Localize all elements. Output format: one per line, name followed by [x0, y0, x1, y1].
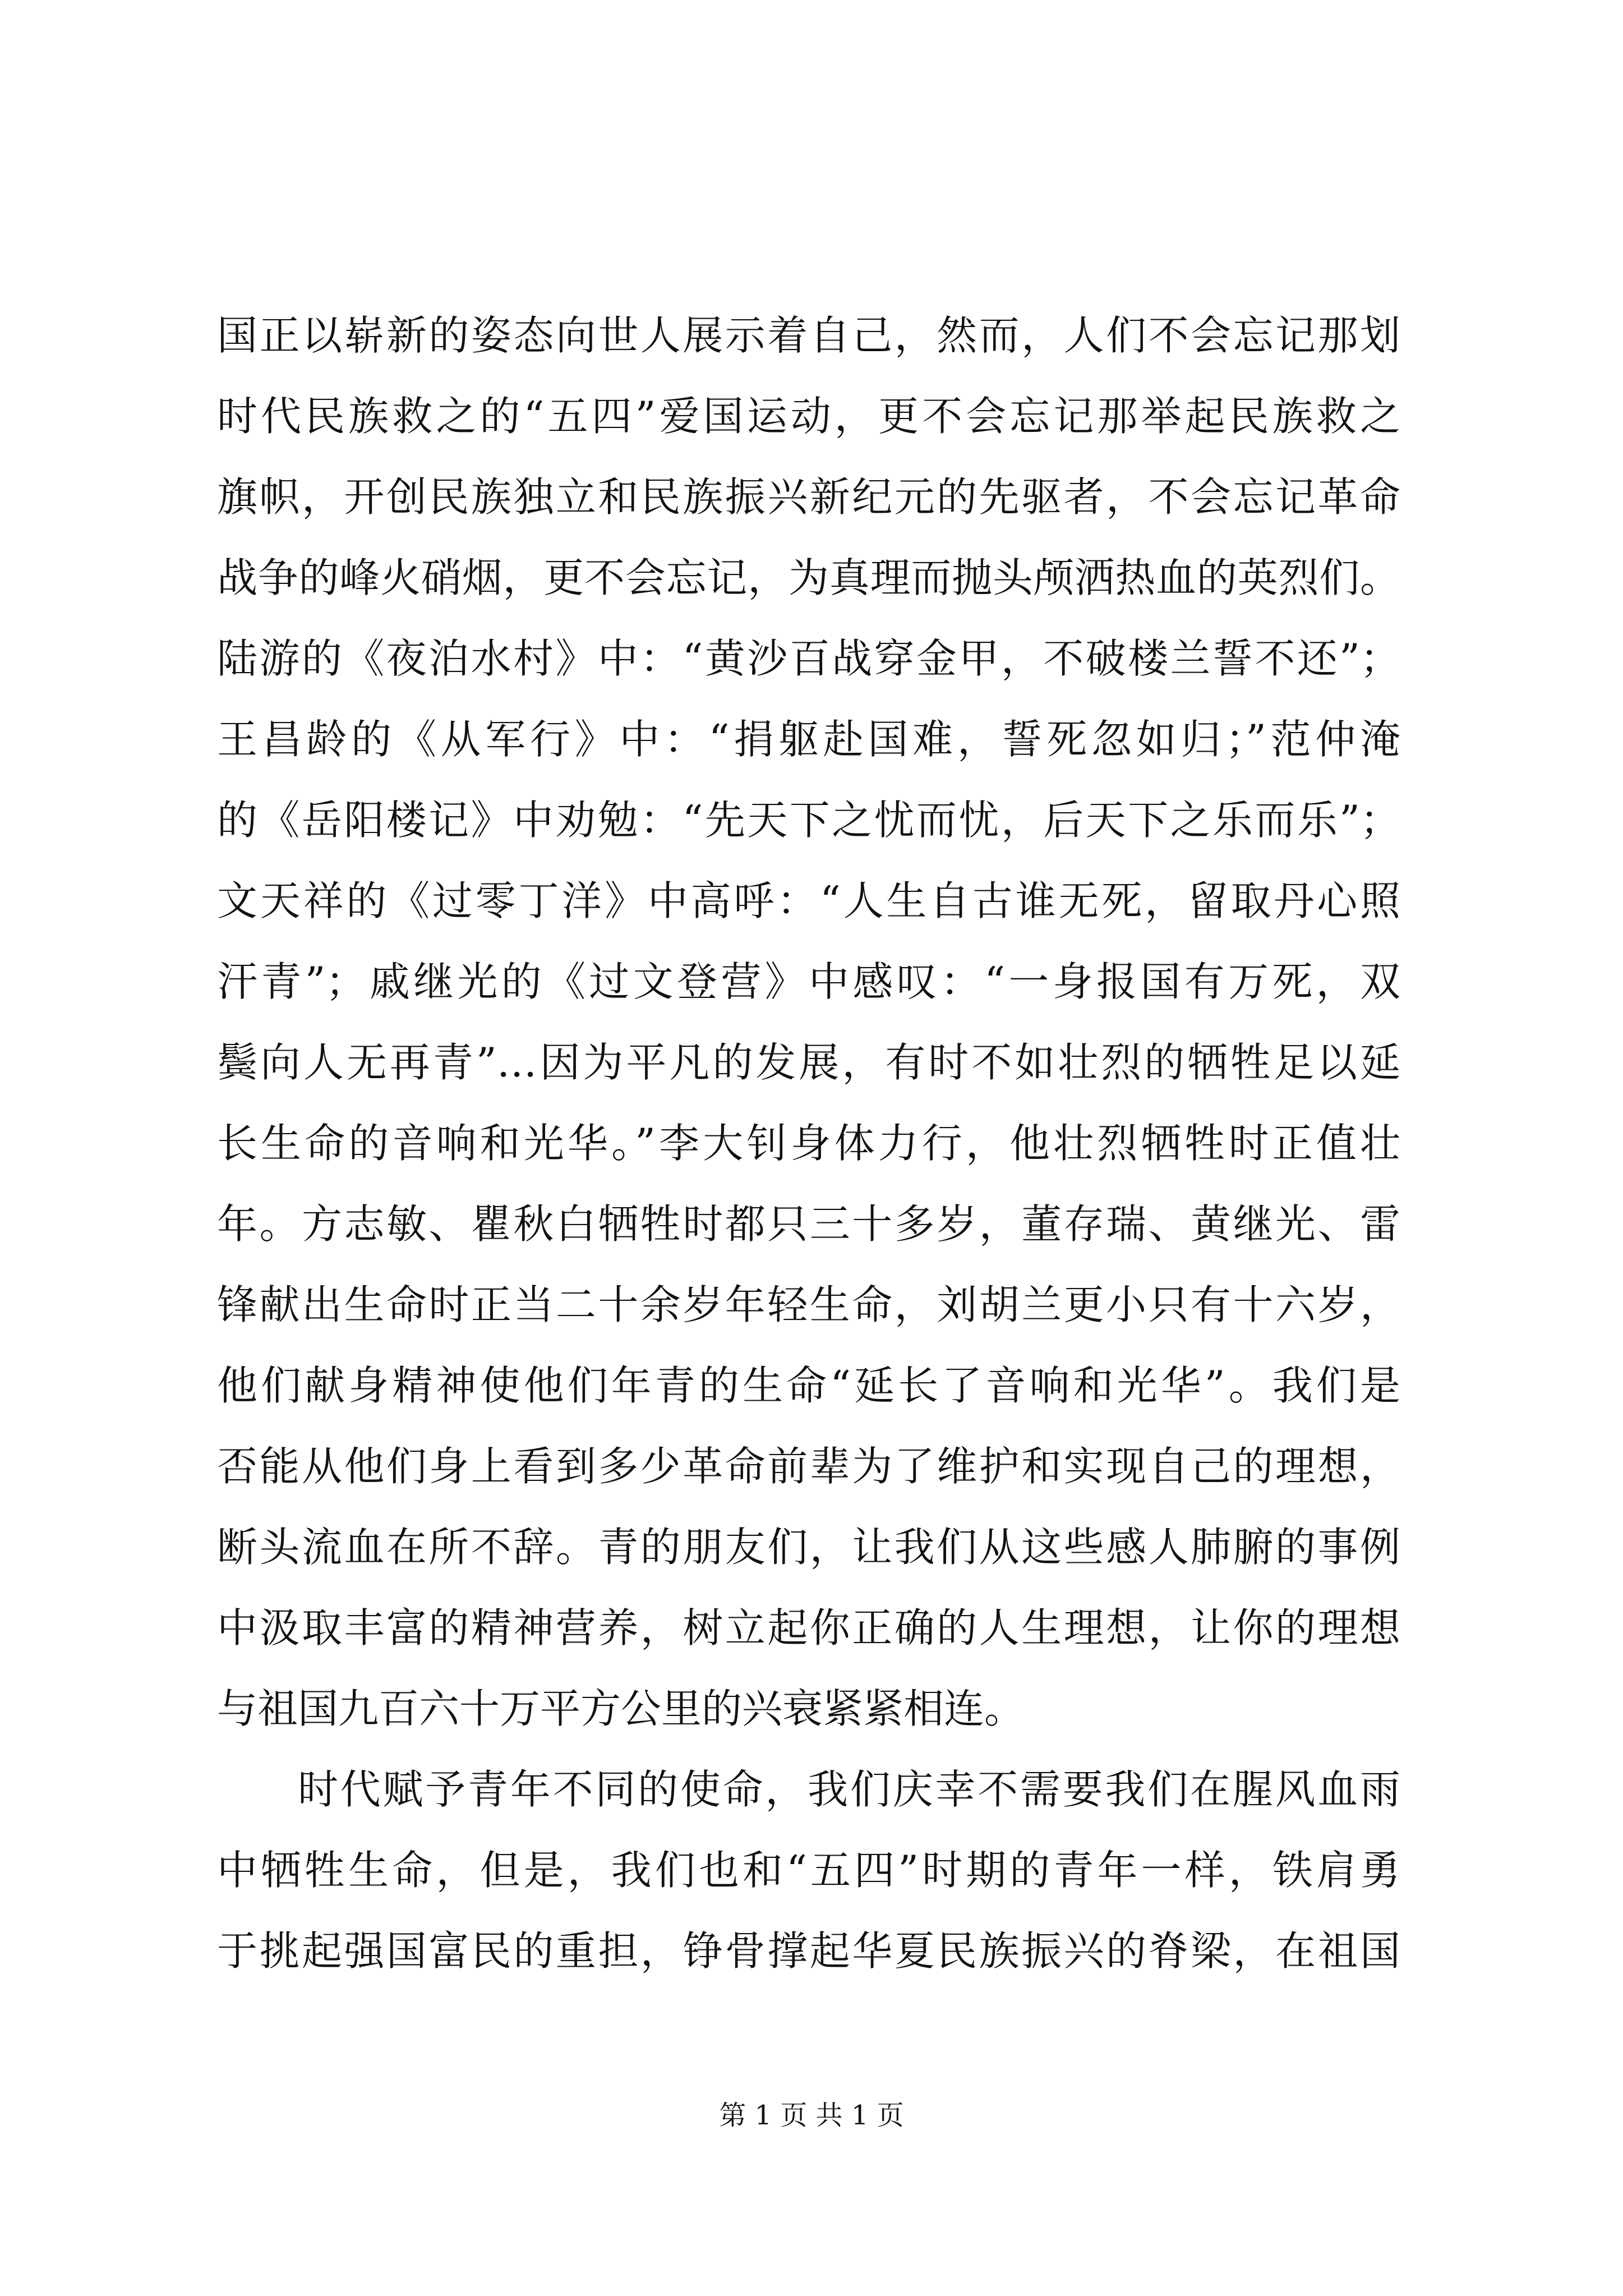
text-line: 中牺牲生命，但是，我们也和“五四”时期的青年一样，铁肩勇	[217, 1847, 1400, 1894]
text-line: 鬓向人无再青”…因为平凡的发展，有时不如壮烈的牺牲足以延	[217, 1039, 1400, 1086]
text-line: 王昌龄的《从军行》中：“捐躯赴国难，誓死忽如归；”范仲淹	[217, 716, 1400, 763]
paragraph-2	[217, 1749, 1400, 1991]
text-line: 年。方志敏、瞿秋白牺牲时都只三十多岁，董存瑞、黄继光、雷	[217, 1200, 1400, 1248]
text-line: 长生命的音响和光华。”李大钊身体力行，他壮烈牺牲时正值壮	[217, 1120, 1400, 1167]
text-line: 时代民族救之的“五四”爱国运动，更不会忘记那举起民族救之	[217, 393, 1400, 440]
text-line: 他们献身精神使他们年青的生命“延长了音响和光华”。我们是	[217, 1362, 1400, 1409]
text-line: 否能从他们身上看到多少革命前辈为了维护和实现自己的理想，	[217, 1443, 1400, 1490]
text-line: 的《岳阳楼记》中劝勉：“先天下之忧而忧，后天下之乐而乐”；	[217, 797, 1400, 844]
text-line: 文天祥的《过零丁洋》中高呼：“人生自古谁无死，留取丹心照	[217, 877, 1400, 924]
text-line: 汗青”；戚继光的《过文登营》中感叹：“一身报国有万死，双	[217, 958, 1400, 1005]
text-line: 断头流血在所不辞。青的朋友们，让我们从这些感人肺腑的事例	[217, 1524, 1400, 1571]
document-body	[217, 295, 1400, 1991]
text-line: 战争的峰火硝烟，更不会忘记，为真理而抛头颅洒热血的英烈们。	[217, 554, 1400, 601]
text-line: 于挑起强国富民的重担，铮骨撑起华夏民族振兴的脊梁，在祖国	[217, 1927, 1400, 1975]
text-line: 陆游的《夜泊水村》中：“黄沙百战穿金甲，不破楼兰誓不还”；	[217, 635, 1400, 682]
text-line: 国正以崭新的姿态向世人展示着自己，然而，人们不会忘记那划	[217, 312, 1400, 359]
page-footer: 第 1 页 共 1 页	[719, 2100, 904, 2131]
paragraph-1	[217, 295, 1400, 1749]
text-line: 锋献出生命时正当二十余岁年轻生命，刘胡兰更小只有十六岁，	[217, 1281, 1400, 1328]
text-line: 旗帜，开创民族独立和民族振兴新纪元的先驱者，不会忘记革命	[217, 473, 1400, 521]
text-line: 与祖国九百六十万平方公里的兴衰紧紧相连。	[217, 1685, 1025, 1732]
text-line: 时代赋予青年不同的使命，我们庆幸不需要我们在腥风血雨	[298, 1766, 1400, 1813]
text-line: 中汲取丰富的精神营养，树立起你正确的人生理想，让你的理想	[217, 1604, 1400, 1651]
